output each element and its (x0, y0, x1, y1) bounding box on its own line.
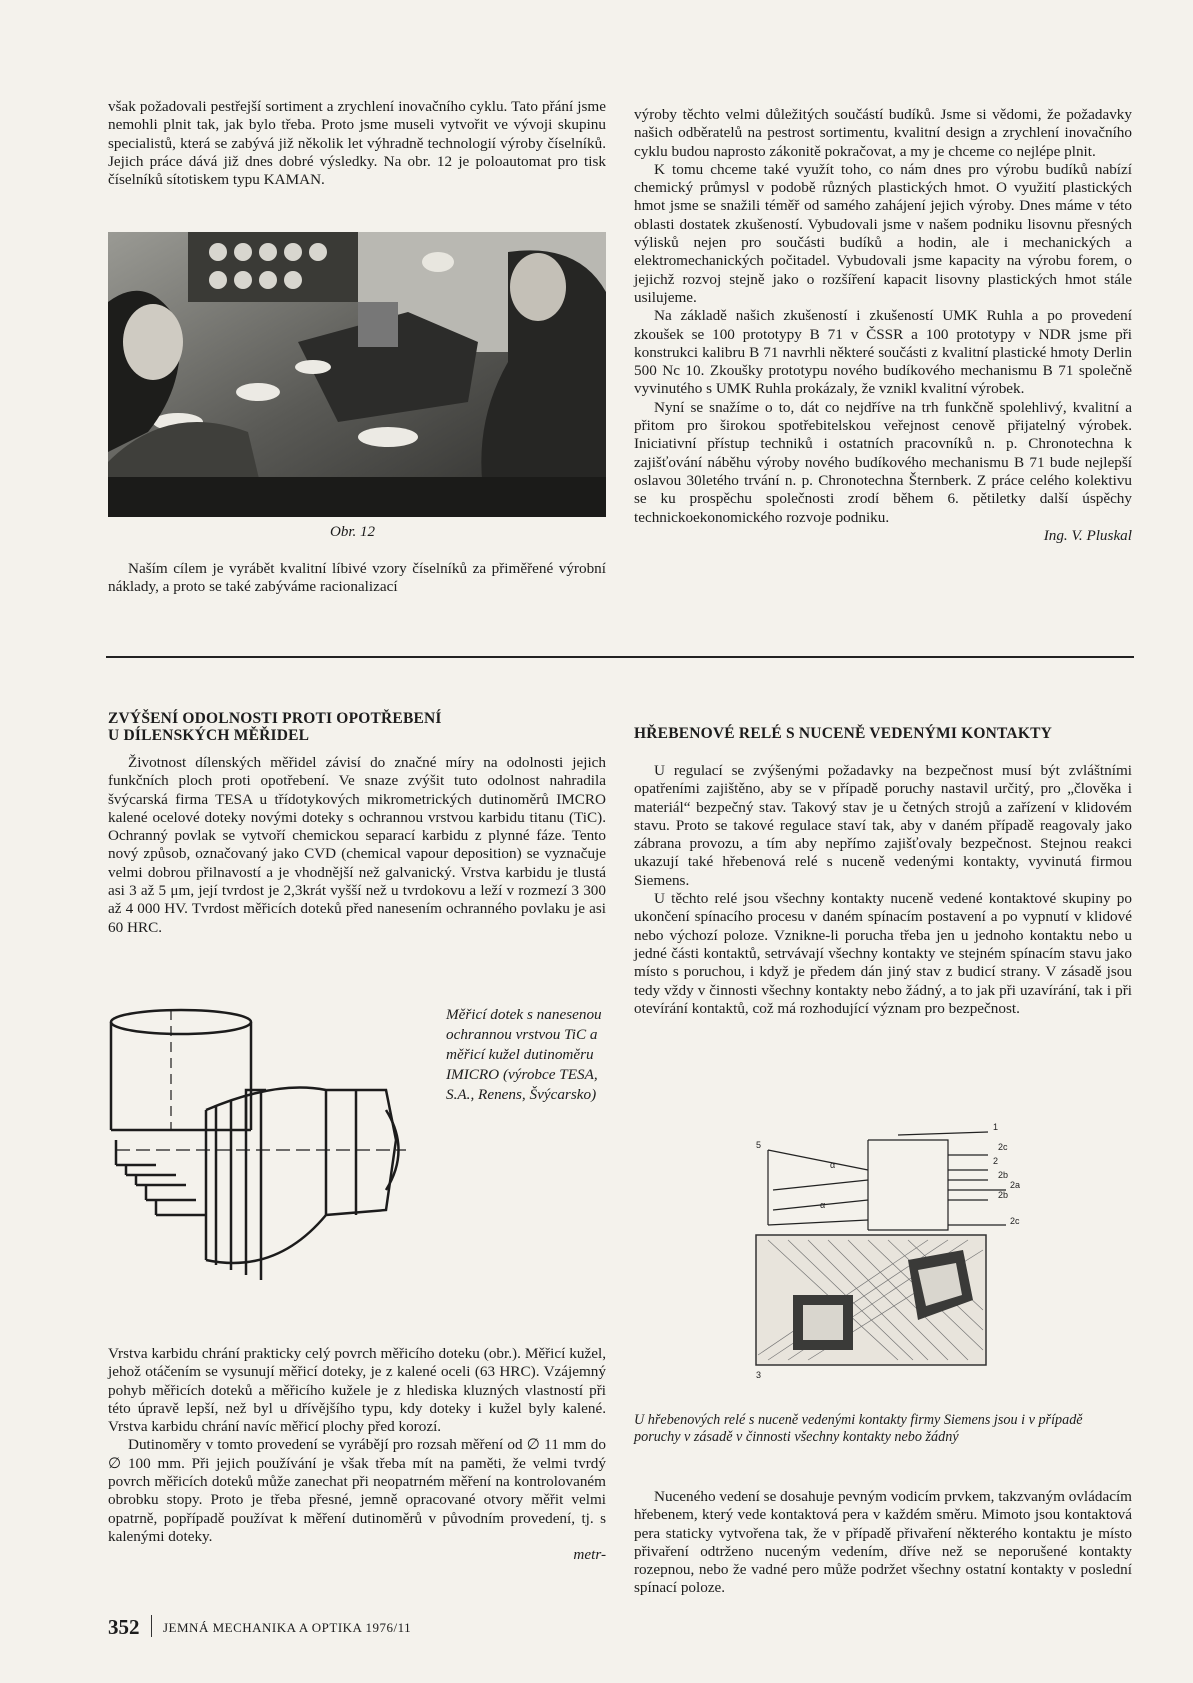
footer-separator (151, 1615, 152, 1637)
paragraph: K tomu chceme také využít toho, co nám dnes pro výrobu budíků nabízí chemický průmysl v podobě různých plastických hmot. O využití plastických hmot jsme se snažili téměř od samého zahájení jejich výroby. Dnes máme v této oblasti dostatek zkušeností. Vybudovali jsme v našem podniku lisovnu přesných výlisků nejen pro součásti budíků a hodin, ale i mechanických a elektromechanických počitadel. Vybudovali jsme kapacity na výrobu forem, o jejichž rozvoj stejně jako o rozšíření kapacit lisovny plastických hmot stále usilujeme. (634, 160, 1132, 306)
relay-label: 2b (998, 1170, 1009, 1180)
paragraph: Vrstva karbidu chrání prakticky celý povrch měřicího doteku (obr.). Měřicí kužel, jehož otáčením se vysunují měřicí doteky, je z kalené oceli (63 HRC). Vzájemný pohyb měřicích doteků a měřicího kužele je z hlediska kluzných vlastností při této úpravě lepší, než byl u dřívějšího typu, kdy doteky i kužel byly kalené. Vrstva karbidu chrání navíc měřicí plochy před korozí. (108, 1345, 606, 1436)
figure-caption-text: Měřicí dotek s nanesenou ochrannou vrstvou TiC a měřicí kužel dutinoměru IMICRO (výrobce TESA, S.A., Renens, Švýcarsko) (446, 1006, 602, 1103)
relay-label: 5 (756, 1140, 762, 1150)
relay-label: α (820, 1200, 826, 1210)
left-article-text (108, 754, 606, 937)
section-divider (106, 656, 1134, 658)
relay-drawing-line (898, 1132, 988, 1135)
author-signature: Ing. V. Pluskal (1043, 526, 1132, 544)
article-title (108, 710, 588, 744)
relay-drawing-line (868, 1140, 948, 1230)
article-title-line: ZVÝŠENÍ ODOLNOSTI PROTI OPOTŘEBENÍ (108, 710, 442, 727)
relay-label: 2b (998, 1190, 1009, 1200)
relay-label: α (830, 1160, 836, 1170)
paragraph: U regulací se zvýšenými požadavky na bezpečnost musí být zvláštními opatřeními zajištěno, aby se v případě poruchy nastavil určitý, pro „člověka i materiál“ bezpečný stav. Takový stav je u četných strojů a zařízení v klidovém stavu. Proto se takové regulace staví tak, aby v daném případě reagovaly jako zábrana provozu, a tím aby nepřímo zajišťovaly bezpečnost. Stejnou reakci ukazují také hřebenová relé s nuceně vedenými kontakty, vyvinutá firmou Siemens. (634, 762, 1132, 889)
relay-drawing-line (773, 1180, 868, 1190)
probe-drawing-svg (96, 1000, 416, 1310)
journal-name: JEMNÁ MECHANIKA A OPTIKA 1976/11 (163, 1620, 412, 1635)
page-number: 352 (108, 1615, 140, 1639)
top-left-text (108, 98, 606, 189)
photo-illustration (108, 232, 606, 517)
paragraph: Životnost dílenských měřidel závisí do značné míry na odolnosti jejich funkčních ploch proti opotřebení. Ve snaze zvýšit tuto odolnost nahradila švýcarská firma TESA u třídotykových mikrometrických dutinoměrů IMCRO kalené ocelové doteky novými doteky s ochrannou vrstvou karbidu titanu (TiC). Ochranný povlak se vytvoří chemickou separací karbidu z plynné fáze. Tento nový způsob, označovaný jako CVD (chemical vapour deposition) se vyznačuje velmi dobrou přilnavostí a je vhodnější než galvanický. Vrstva karbidu je tlustá asi 3 až 5 μm, její tvrdost je 2,3krát vyšší než u tvrdokovu a leží v rozmezí 3 300 až 4 000 HV. Tvrdost měřicích doteků před nanesením ochranného povlaku je asi 60 HRC. (108, 754, 606, 936)
article-signature: metr- (573, 1546, 606, 1564)
paragraph: U těchto relé jsou všechny kontakty nuceně vedené kontaktové skupiny po ukončení spínacího procesu v daném spínacím postavení a po vypnutí v klidové nebo výchozí poloze. Vznikne-li porucha třeba jen u jednoho kontaktu nebo u jedné části kontaktů, setrvávají všechny kontakty ve stejném spínacím stavu jako místo s poruchou, i když je předem dán jiný stav z budicí strany. V zásadě jsou tedy vždy v činnosti všechny kontakty nebo žádný, a to jak při uzavírání, tak i při otevírání kontaktů, což má rozhodující význam pro bezpečnost. (634, 890, 1132, 1017)
paragraph: Dutinoměry v tomto provedení se vyrábějí pro rozsah měření od ∅ 11 mm do ∅ 100 mm. Při jejich používání je však třeba mít na paměti, že velmi tvrdý povrch měřicích doteků může zanechat při neopatrném měření na kontrolovaném obrobku stopy. Proto je třeba přesné, jemně opracované otvory měřit velmi opatrně, popřípadě používat k měření dutinoměrů v původním provedení, tj. s kalenými doteky. (108, 1436, 606, 1545)
paragraph: Nyní se snažíme o to, dát co nejdříve na trh funkčně spolehlivý, kvalitní a přitom pro širokou spotřebitelskou veřejnost cenově přijatelný výrobek. Iniciativní přístup techniků i ostatních pracovníků n. p. Chronotechna k zajišťování náběhu výroby nového budíkového mechanismu B 71 bude nejlepší oslavou 30letého trvání n. p. Chronotechna Šternberk. Z práce celého kolektivu se ku prospěchu společnosti zrodí během 6. pětiletky další úspěchy technickoekonomického rozvoje podniku. (634, 398, 1132, 526)
printing-machine-photo (108, 232, 606, 517)
relay-diagram (748, 1120, 1020, 1390)
left-article-text-2 (108, 1345, 606, 1565)
paragraph: výroby těchto velmi důležitých součástí budíků. Jsme si vědomi, že požadavky našich odběratelů na pestrost sortimentu, kvalitní design a zrychlení inovačního cyklu budou naprosto zákonitě pokračovat, a my je chceme co nejlépe plnit. (634, 106, 1132, 160)
paragraph: však požadovali pestřejší sortiment a zrychlení inovačního cyklu. Tato přání jsme nemohli plnit tak, jak bylo třeba. Proto jsme museli vytvořit ve vývoji skupinu specialistů, která se zabývá již několik let výhradně technologií výroby číselníků. Jejich práce dává již dnes dobré výsledky. Na obr. 12 je poloautomat pro tisk číselníků sítotiskem typu KAMAN. (108, 98, 606, 189)
top-left-text-2 (108, 560, 606, 597)
relay-figure-caption (634, 1412, 1132, 1446)
relay-label: 2c (998, 1142, 1008, 1152)
relay-diagram-svg (748, 1120, 1020, 1390)
measuring-probe-drawing (96, 1000, 416, 1310)
top-right-text (634, 106, 1132, 545)
relay-label: 1 (993, 1122, 999, 1132)
right-article-text-2 (634, 1488, 1132, 1598)
figure-12-caption: Obr. 12 (330, 524, 376, 540)
relay-label: 2 (993, 1156, 999, 1166)
relay-label: 3 (756, 1370, 762, 1380)
probe-figure-caption (446, 1005, 606, 1105)
right-article-text (634, 762, 1132, 1018)
paragraph: Nuceného vedení se dosahuje pevným vodicím prvkem, takzvaným ovládacím hřebenem, který vede kontaktová pera v každém směru. Mimoto jsou kontaktová pera staticky vytvořena tak, že v případě přivaření některého kontaktu je místo přivaření odtrženo nuceným vedením, dříve než se neporušené kontakty rozepnou, nebo že vadné pero může podržet všechny ostatní kontakty v poslední spínací poloze. (634, 1488, 1132, 1597)
paragraph: Na základě našich zkušeností i zkušeností UMK Ruhla a po provedení zkoušek se 100 prototypy B 71 v ČSSR a 100 prototypy v NDR jsme při konstrukci kalibru B 71 navrhli některé součásti z kvalitní plastické hmoty Derlin 500 Nc 10. Zkoušky prototypu nového budíkového mechanismu B 71 společně vyvinutého s UMK Ruhla prokázaly, že vznikl kvalitní výrobek. (634, 307, 1132, 398)
relay-drawing-line (768, 1150, 868, 1170)
paragraph: Naším cílem je vyrábět kvalitní líbivé vzory číselníků za přiměřené výrobní náklady, a proto se také zabýváme racionalizací (108, 560, 606, 596)
relay-drawing-line (768, 1220, 868, 1225)
figure-caption-text: U hřebenových relé s nuceně vedenými kontakty firmy Siemens jsou i v případě poruchy v zásadě v činnosti všechny kontakty nebo žádný (634, 1412, 1083, 1445)
article-title: HŘEBENOVÉ RELÉ S NUCENĚ VEDENÝMI KONTAKTY (634, 725, 1053, 742)
page-footer (108, 1615, 411, 1640)
relay-label: 2a (1010, 1180, 1020, 1190)
article-title-line: U DÍLENSKÝCH MĚŘIDEL (108, 727, 310, 744)
relay-label: 2c (1010, 1216, 1020, 1226)
